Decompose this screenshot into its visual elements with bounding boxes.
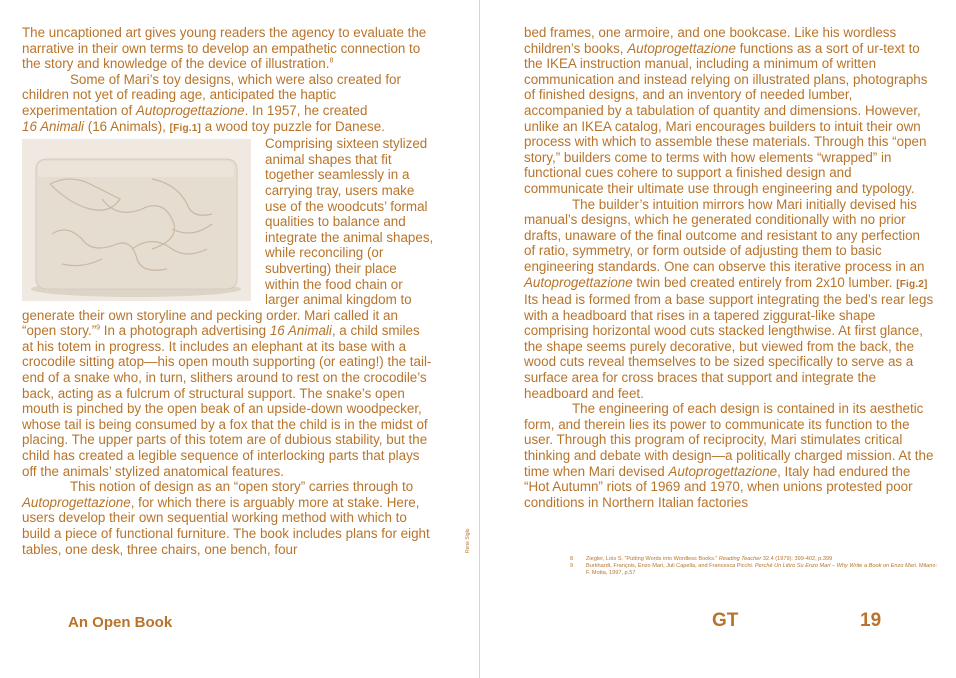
running-footer-section: GT [712,610,739,631]
page-number: 19 [860,610,882,631]
footnote-marker[interactable]: 9 [96,324,101,332]
footnote: 8 Ziegler, Lois S. “Putting Words into Wordless Books.” Reading Teacher 32.4 (1979): 399-402, p.399 [570,556,833,562]
footnote-marker[interactable]: 8 [329,57,334,65]
figure-reference[interactable]: [Fig.2] [896,278,928,290]
running-footer-title: An Open Book [68,614,173,631]
page-gutter [479,0,480,678]
paragraph: The uncaptioned art gives young readers the agency to evaluate the narrative in their own terms to develop an empathetic connection to the story and knowledge of the device of illustration.$^8$ [22,25,427,72]
footnote: 9 Burkhardt, François, Enzo Mari, Juli Capella, and Francesca Picchi. Perché Un Libro Su Enzo Mari – Why Write a Book on Enzo Mari. Milano: F. Motta, 1997, p.57 [570,563,938,576]
paragraph: The builder’s intuition mirrors how Mari initially devised his manual’s designs, which he generated conditionally with no prior drafts, unaware of the final outcome and resistant to any perfection of ratio, symmetry, or form outside of adjusting them to basic engineering standards. One can observe this iterative process in an Autoprogettazione twin bed created entirely from 2x10 lumber. [Fig.2] Its head is formed from a base support integrating the bed’s rear legs with a headboard that rises in a tapered ziggurat-like shape comprising horizontal wood cuts stacked lengthwise. At first glance, the shape seems purely decorative, but viewed from the back, the wood cuts reveal themselves to be sized specifically to serve as a surface area for cross braces that support and integrate the headboard and feet. [524,196,934,401]
photo-credit: Rene Siglo [465,528,471,553]
paragraph: Some of Mari’s toy designs, which were also created for children not yet of reading age, anticipated the haptic experimentation of Autoprogettazione. In 1957, he created 16 Animali (16 Animals), [Fig.1] a wood toy puzzle for Danese. Comprising sixteen stylized animal shapes that fit together seamlessly in a carrying tray, users make use of the woodcuts’ formal qualities to balance and integrate the animal shapes, while reconciling (or subverting) their place within the food chain or larger animal kingdom to generate their own storyline and pecking order. Mari called it an “open story.”$^9$ In a photograph advertising 16 Animali, a child smiles at his totem in progress. It includes an elephant at its base with a crocodile sitting atop—his open mouth supporting (or eating!) the tail-end of a snake who, in turn, slithers around to rest on the crocodile’s back, acting as a fulcrum of structural support. The snake’s open mouth is pinched by the open beak of an upside-down woodpecker, whose tail is being consumed by a fox that the child is in the midst of placing. The upper parts of this totem are of dubious stability, but the child has created a legible sequence of interlocking parts that plays off the animals’ stylized anatomical features. [22,71,434,479]
figure-reference[interactable]: [Fig.1] [169,122,202,134]
paragraph: The engineering of each design is contained in its aesthetic form, and therein lies its power to communicate its function to the user. Through this program of reciprocity, Mari stimulates critical thinking and debate with design—a politically charged mission. At the time when Mari devised Autoprogettazione, Italy had endured the “Hot Autumn” riots of 1969 and 1970, when unions protested poor conditions in Northern Italian factories [524,401,934,510]
paragraph: This notion of design as an “open story” carries through to Autoprogettazione, for which there is arguably more at stake. Here, users develop their own sequential working method with which to build a piece of functional furniture. The book includes plans for eight tables, one desk, three chairs, one bench, four [22,479,430,557]
paragraph: bed frames, one armoire, and one bookcase. Like his wordless children’s books, Autoprogettazione functions as a sort of ur-text to the IKEA instruction manual, including a minimum of written communication and instead relying on illustrated plans, photographs of finished designs, and an inventory of needed lumber, accompanied by a tabulation of quantity and dimensions. However, unlike an IKEA catalog, Mari encourages builders to intuit their own process with which to assemble these materials. Through this “open story,” builders come to terms with how elements “wrapped” in functional cues cohere to support a finished design and communicate their ultimate use through engineering and typology. [524,25,928,196]
figure-1-toy-puzzle-image [22,139,251,301]
footnotes [570,556,940,577]
right-page-text [524,25,934,510]
left-page-text [22,25,434,557]
